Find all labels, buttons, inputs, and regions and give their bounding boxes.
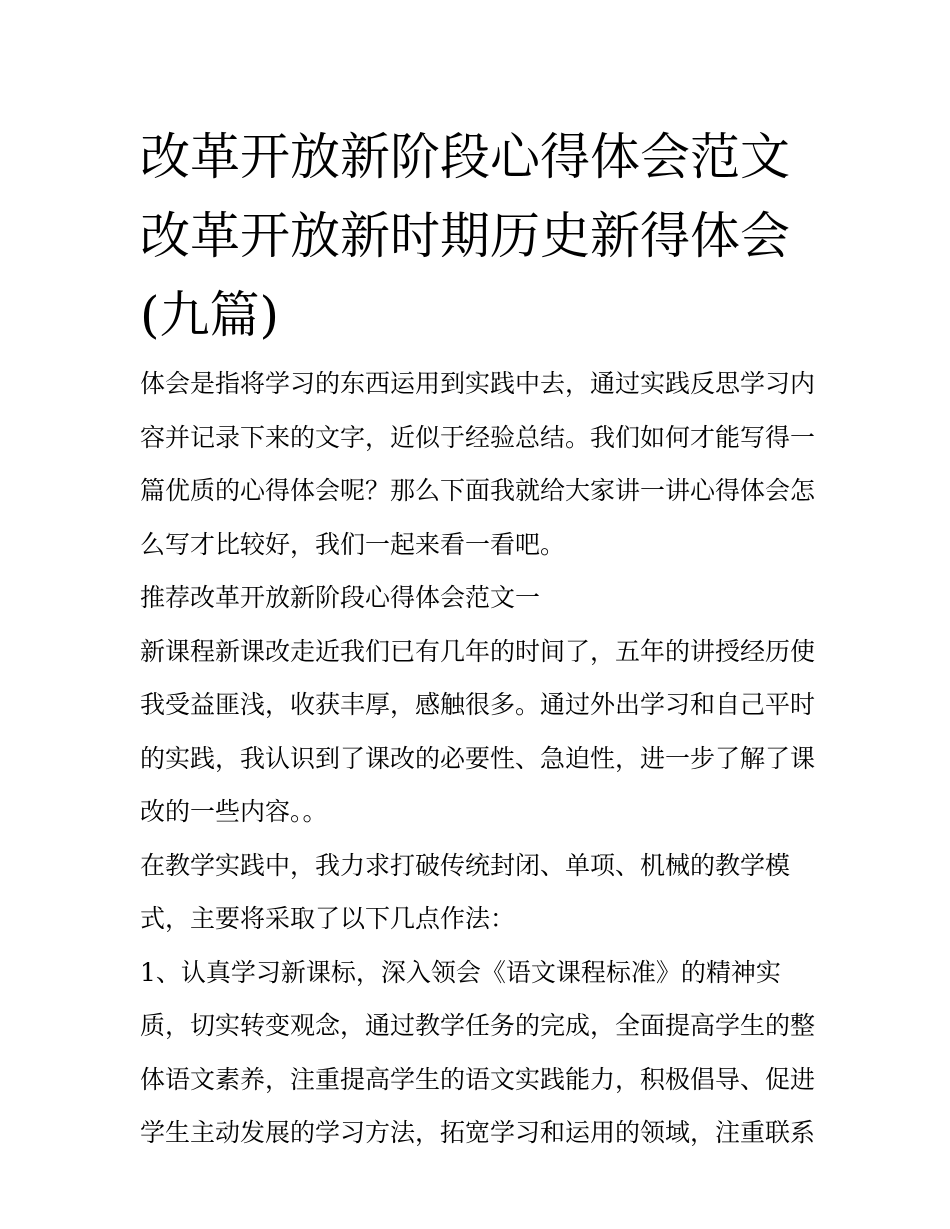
text-line: 体会是指将学习的东西运用到实践中去，通过实践反思学习内 [140,369,816,398]
text-line: 1、认真学习新课标，深入领会《语文课程标准》的精神实 [140,957,781,987]
title-line-1: 改革开放新阶段心得体会范文 [140,128,790,186]
text-line: 新课程新课改走近我们已有几年的时间了，五年的讲授经历使 [140,636,816,666]
document-body [140,357,820,1160]
text-line: 学生主动发展的学习方法，拓宽学习和运用的领域，注重联系 [140,1118,816,1147]
text-line: 质，切实转变观念，通过教学任务的完成，全面提高学生的整 [140,1011,816,1040]
intro-paragraph [140,357,820,571]
paragraph-new-curriculum [140,625,820,839]
section-heading [140,571,820,625]
text-line: 我受益匪浅，收获丰厚，感触很多。通过外出学习和自己平时 [140,690,816,719]
text-line: 么写才比较好，我们一起来看一看吧。 [140,529,566,559]
paragraph-point-1 [140,946,820,1160]
text-line: 在教学实践中，我力求打破传统封闭、单项、机械的教学模 [140,850,791,880]
text-line: 推荐改革开放新阶段心得体会范文一 [140,583,541,612]
title-line-2: 改革开放新时期历史新得体会 [140,207,790,265]
paragraph-teaching-practice [140,839,820,946]
text-line: 式，主要将采取了以下几点作法： [140,904,516,933]
document-title [140,118,830,355]
title-line-3: (九篇) [140,286,280,344]
text-line: 容并记录下来的文字，近似于经验总结。我们如何才能写得一 [140,422,816,452]
text-line: 篇优质的心得体会呢？那么下面我就给大家讲一讲心得体会怎 [140,476,816,505]
text-line: 改的一些内容。。 [140,797,328,826]
text-line: 的实践，我认识到了课改的必要性、急迫性，进一步了解了课 [140,743,816,773]
text-line: 体语文素养，注重提高学生的语文实践能力，积极倡导、促进 [140,1064,816,1094]
